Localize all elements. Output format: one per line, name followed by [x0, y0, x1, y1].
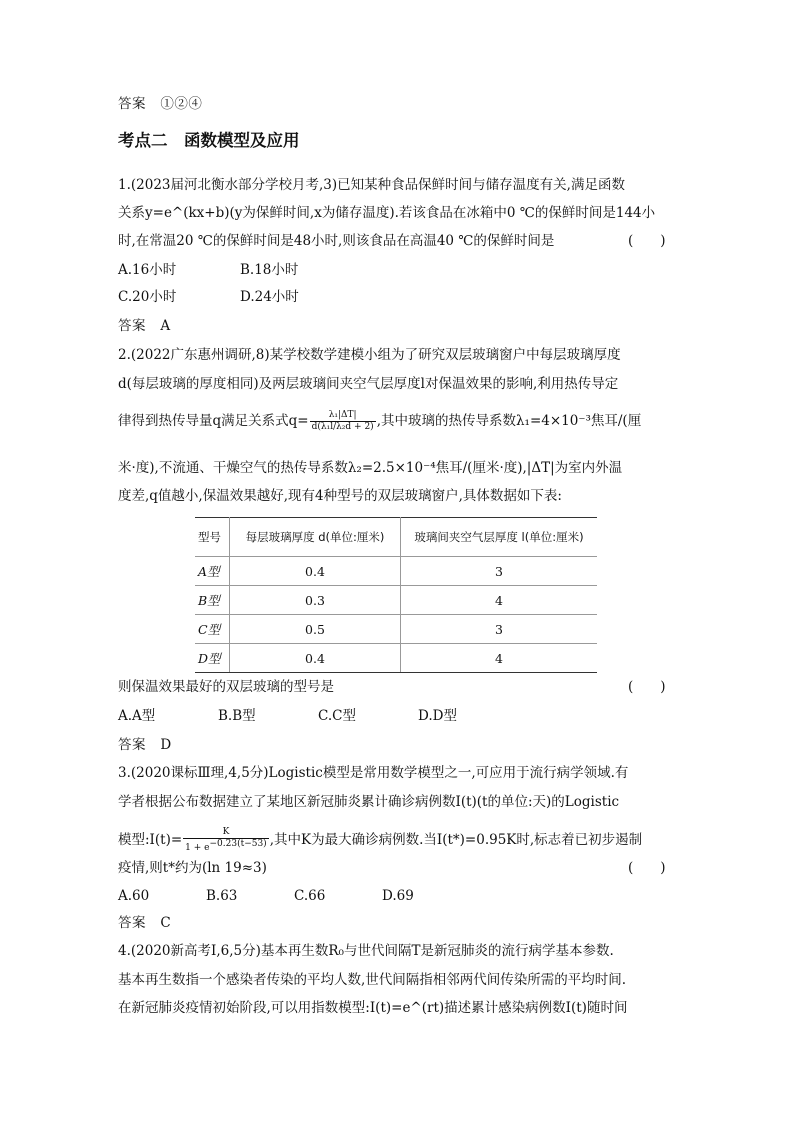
table-cell: 3 — [401, 615, 598, 644]
q3-option-c: C.66 — [294, 888, 326, 904]
q1-line-3: 时,在常温20 ℃的保鲜时间是48小时,则该食品在高温40 ℃的保鲜时间是 — [118, 233, 555, 249]
q3-answer-blank: ( ) — [628, 860, 666, 876]
q4-line-1: 4.(2020新高考Ⅰ,6,5分)基本再生数R₀与世代间隔T是新冠肺炎的流行病学基本参数. — [118, 943, 614, 959]
table-cell: 0.4 — [230, 557, 401, 586]
q3-option-b: B.63 — [206, 888, 238, 904]
heat-formula-fraction: $\frac{\text{λ₁|ΔT|}}{\text{d(λ₁l/λ₂d + 2)}}$ — [311, 410, 374, 432]
table-header: 每层玻璃厚度 d(单位:厘米) — [230, 518, 401, 557]
table-cell: 4 — [401, 586, 598, 615]
table-cell: 4 — [401, 644, 598, 673]
q1-option-c: C.20小时 — [118, 289, 177, 305]
q2-option-a: A.A型 — [118, 708, 156, 724]
table-row — [195, 615, 597, 644]
q2-answer-blank: ( ) — [628, 679, 666, 695]
table-cell: C型 — [195, 615, 230, 644]
q3-line-2: 学者根据公布数据建立了某地区新冠肺炎累计确诊病例数I(t)(t的单位:天)的Logistic — [118, 794, 620, 810]
q1-option-b: B.18小时 — [240, 262, 299, 278]
q1-answer-blank: ( ) — [628, 233, 666, 249]
table-header-row — [195, 518, 597, 557]
q3-line-3-end: ,其中K为最大确诊病例数.当I(t*)=0.95K时,标志着已初步遏制 — [269, 832, 643, 848]
table-cell: B型 — [195, 586, 230, 615]
q2-line-3 — [118, 410, 641, 433]
table-cell: D型 — [195, 644, 230, 673]
q3-answer — [118, 913, 171, 933]
table-cell: A型 — [195, 557, 230, 586]
table-cell: 0.3 — [230, 586, 401, 615]
q2-line-4: 米·度),不流通、干燥空气的热传导系数λ₂=2.5×10⁻⁴焦耳/(厘米·度),|ΔT|为室内外温 — [118, 460, 623, 476]
table-header: 型号 — [195, 518, 230, 557]
q3-line-3-start: 模型:I(t)= — [118, 832, 183, 848]
q1-line-2: 关系y=e^(kx+b)(y为保鲜时间,x为储存温度).若该食品在冰箱中0 ℃的保鲜时间是144小 — [118, 205, 656, 221]
q3-option-a: A.60 — [118, 888, 150, 904]
q2-line-3-end: ,其中玻璃的热传导系数λ₁=4×10⁻³焦耳/(厘 — [376, 413, 642, 429]
table-cell: 3 — [401, 557, 598, 586]
q2-line-6: 则保温效果最好的双层玻璃的型号是 — [118, 679, 334, 695]
q4-line-2: 基本再生数指一个感染者传染的平均人数,世代间隔指相邻两代间传染所需的平均时间. — [118, 972, 627, 988]
answer-label: 答案 — [118, 318, 146, 334]
answer-label: 答案 — [118, 96, 146, 112]
q2-line-5: 度差,q值越小,保温效果越好,现有4种型号的双层玻璃窗户,具体数据如下表: — [118, 488, 562, 504]
table-cell: 0.4 — [230, 644, 401, 673]
q1-answer — [118, 316, 171, 336]
answer-value: D — [160, 737, 172, 753]
table-cell: 0.5 — [230, 615, 401, 644]
answer-value: C — [160, 915, 172, 931]
answer-label: 答案 — [118, 915, 146, 931]
section-title: 考点二 函数模型及应用 — [118, 131, 300, 150]
q2-option-d: D.D型 — [418, 708, 457, 724]
logistic-fraction: $\frac{K}{1 + e^{-0.23(t-53)}}$ — [185, 827, 267, 853]
q2-line-2: d(每层玻璃的厚度相同)及两层玻璃间夹空气层厚度l对保温效果的影响,利用热传导定 — [118, 376, 619, 392]
q2-option-b: B.B型 — [218, 708, 256, 724]
answer-value: ①②④ — [160, 96, 203, 112]
table-row — [195, 644, 597, 673]
answer-value: A — [160, 318, 171, 334]
answer-label: 答案 — [118, 737, 146, 753]
table-row — [195, 557, 597, 586]
q3-line-3 — [118, 827, 642, 854]
q1-option-d: D.24小时 — [240, 289, 299, 305]
q2-line-3-start: 律得到热传导量q满足关系式q= — [118, 413, 309, 429]
prev-answer — [118, 94, 202, 114]
q2-answer — [118, 735, 172, 755]
q2-option-c: C.C型 — [318, 708, 356, 724]
q1-option-a: A.16小时 — [118, 262, 177, 278]
glass-data-table — [195, 517, 597, 673]
q3-line-1: 3.(2020课标Ⅲ理,4,5分)Logistic模型是常用数学模型之一,可应用于流行病学领域.有 — [118, 765, 629, 781]
q4-line-3: 在新冠肺炎疫情初始阶段,可以用指数模型:I(t)=e^(rt)描述累计感染病例数I(t)随时间 — [118, 1000, 628, 1016]
q3-line-4: 疫情,则t*约为(ln 19≈3) — [118, 860, 267, 876]
q3-option-d: D.69 — [382, 888, 414, 904]
table-header: 玻璃间夹空气层厚度 l(单位:厘米) — [401, 518, 598, 557]
table-row — [195, 586, 597, 615]
q1-line-1: 1.(2023届河北衡水部分学校月考,3)已知某种食品保鲜时间与储存温度有关,满足函数 — [118, 177, 625, 193]
q2-line-1: 2.(2022广东惠州调研,8)某学校数学建模小组为了研究双层玻璃窗户中每层玻璃厚度 — [118, 347, 621, 363]
